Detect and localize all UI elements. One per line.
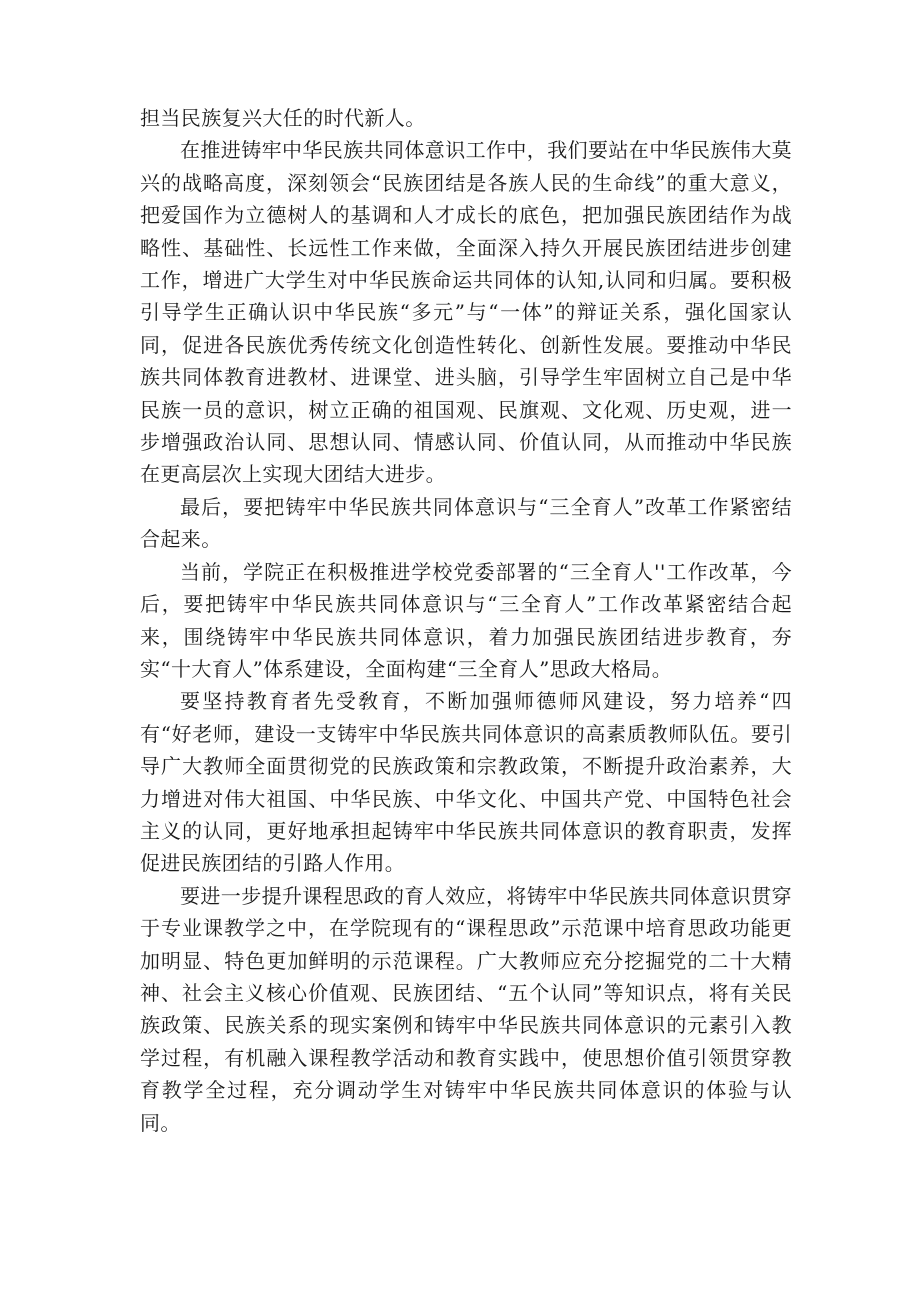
paragraph-4: 当前，学院正在积极推进学校党委部署的“三全育人''工作改革，今后，要把铸牢中华民族共同体意识与“三全育人”工作改革紧密结合起来，围绕铸牢中华民族共同体意识，着力加强民族团结进步教育，夯实“十大育人”体系建设，全面构建“三全育人”思政大格局。	[140, 559, 792, 681]
paragraph-1: 担当民族复兴大任的时代新人。	[140, 106, 426, 130]
paragraph-3: 最后，要把铸牢中华民族共同体意识与“三全育人”改革工作紧密结合起来。	[140, 494, 792, 552]
paragraph-6: 要进一步提升课程思政的育人效应，将铸牢中华民族共同体意识贯穿于专业课教学之中，在学院现有的“课程思政”示范课中培育思政功能更加明显、特色更加鲜明的示范课程。广大教师应充分挖掘党的二十大精神、社会主义核心价值观、民族团结、“五个认同”等知识点，将有关民族政策、民族关系的现实案例和铸牢中华民族共同体意识的元素引入教学过程，有机融入课程教学活动和教育实践中，使思想价值引领贯穿教育教学全过程，充分调动学生对铸牢中华民族共同体意识的体验与认同。	[140, 883, 792, 1135]
document-body	[140, 102, 792, 1139]
paragraph-5: 要坚持教育者先受敎育，不断加强师德师风建设，努力培养“四有“好老师，建设一支铸牢中华民族共同体意识的高素质教师队伍。要引导广大教师全面贯彻党的民族政策和宗教政策，不断提升政治素养，大力增进对伟大祖国、中华民族、中华文化、中国共产党、中国特色社会主义的认同，更好地承担起铸牢中华民族共同体意识的教育职责，发挥促进民族团结的引路人作用。	[140, 689, 792, 876]
paragraph-2: 在推进铸牢中华民族共同体意识工作中，我们要站在中华民族伟大莫兴的战略高度，深刻领会“民族团结是各族人民的生命线”的重大意义，把爱国作为立德树人的基调和人才成长的底色，把加强民族团结作为战略性、基础性、长远性工作来做，全面深入持久开展民族团结进步创建工作，增进广大学生对中华民族命运共同体的认知,认同和归属。要积极引导学生正确认识中华民族“多元”与“一体”的辩证关系，强化国家认同，促进各民族优秀传统文化创造性转化、创新性发展。要推动中华民族共同体教育进教材、进课堂、进头脑，引导学生牢固树立自己是中华民族一员的意识，树立正确的祖国观、民旗观、文化观、历史观，进一步增强政治认同、思想认同、情感认同、价值认同，从而推动中华民族在更高层次上实现大团结大进步。	[140, 138, 792, 487]
